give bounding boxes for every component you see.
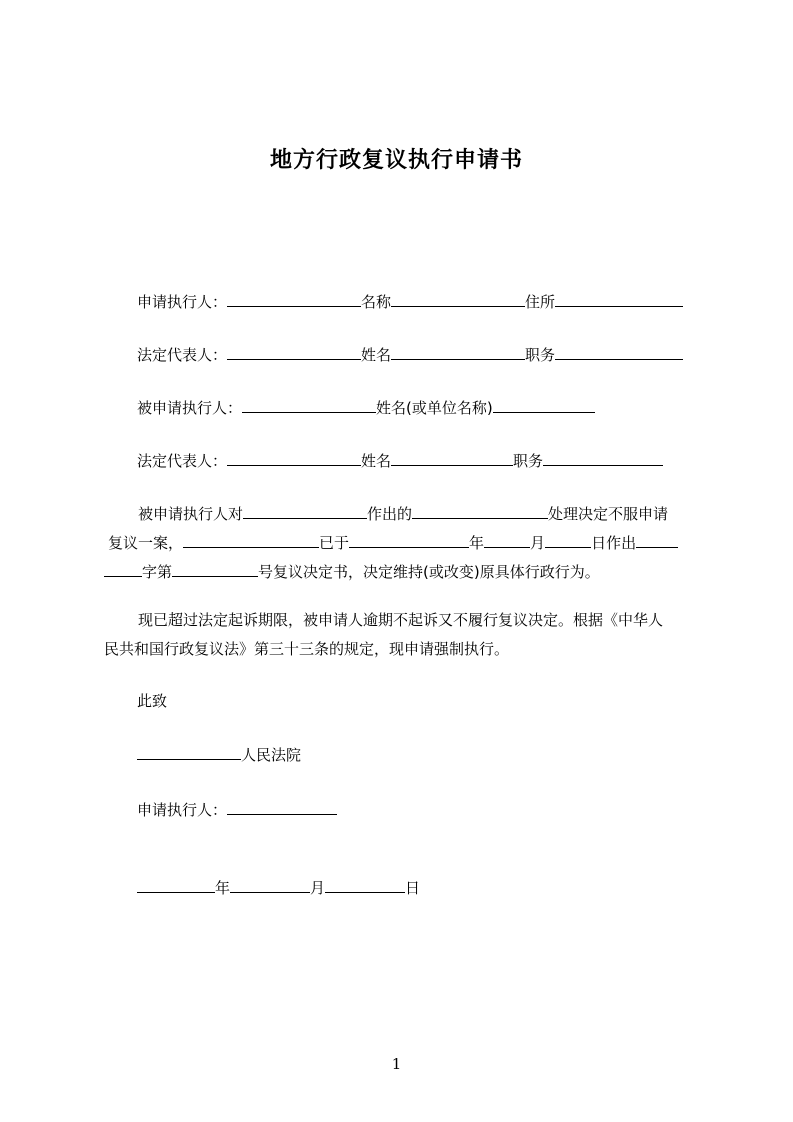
respondent-rep-blank[interactable] xyxy=(227,449,361,466)
respondent-line xyxy=(137,396,595,419)
doc-number-blank[interactable] xyxy=(172,560,258,577)
respondent-rep-position-label: 职务 xyxy=(513,452,544,470)
year-blank[interactable] xyxy=(349,531,469,548)
signature-line xyxy=(137,798,337,821)
respondent-rep-name-label: 姓名 xyxy=(361,452,392,470)
date-year-blank[interactable] xyxy=(137,876,215,893)
case-text: 复议一案， xyxy=(108,534,184,552)
request-paragraph xyxy=(104,606,704,664)
court-line xyxy=(137,743,301,766)
case-text: 字第 xyxy=(142,563,173,581)
case-text: 被申请执行人对 xyxy=(138,505,244,523)
applicant-rep-name-blank[interactable] xyxy=(391,343,525,360)
court-blank[interactable] xyxy=(137,743,241,760)
respondent-name-label: 姓名(或单位名称) xyxy=(376,399,493,417)
respondent-rep-position-blank[interactable] xyxy=(543,449,663,466)
case-line-2 xyxy=(104,529,704,558)
request-line-1: 现已超过法定起诉期限，被申请人逾期不起诉又不履行复议决定。根据《中华人 xyxy=(138,611,664,629)
applicant-address-label: 住所 xyxy=(525,293,556,311)
page-number: 1 xyxy=(391,1055,402,1073)
court-suffix: 人民法院 xyxy=(241,746,302,764)
date-day-label: 日 xyxy=(405,879,421,897)
month-blank[interactable] xyxy=(484,531,530,548)
case-text: 日作出 xyxy=(591,534,637,552)
doc-prefix-blank[interactable] xyxy=(636,531,678,548)
request-line-2: 民共和国行政复议法》第三十三条的规定，现申请强制执行。 xyxy=(104,640,510,658)
decision-blank[interactable] xyxy=(412,502,548,519)
case-text: 月 xyxy=(530,534,546,552)
document-title: 地方行政复议执行申请书 xyxy=(269,148,523,173)
respondent-rep-label: 法定代表人： xyxy=(137,452,228,470)
applicant-rep-blank[interactable] xyxy=(227,343,361,360)
closing: 此致 xyxy=(137,692,168,710)
signature-label: 申请执行人： xyxy=(137,801,228,819)
applicant-blank[interactable] xyxy=(227,290,361,307)
day-blank[interactable] xyxy=(545,531,591,548)
issuer-blank[interactable] xyxy=(243,502,367,519)
date-line xyxy=(137,876,420,899)
review-org-blank[interactable] xyxy=(183,531,319,548)
applicant-rep-position-label: 职务 xyxy=(525,346,556,364)
case-text: 号复议决定书，决定维持(或改变)原具体行政行为。 xyxy=(258,563,600,581)
case-text: 年 xyxy=(469,534,485,552)
signature-blank[interactable] xyxy=(227,798,337,815)
date-year-label: 年 xyxy=(215,879,231,897)
case-text: 作出的 xyxy=(367,505,413,523)
applicant-rep-line xyxy=(137,343,683,366)
respondent-blank[interactable] xyxy=(242,396,376,413)
date-month-blank[interactable] xyxy=(230,876,310,893)
respondent-label: 被申请执行人： xyxy=(137,399,243,417)
respondent-name-blank[interactable] xyxy=(493,396,595,413)
respondent-rep-name-blank[interactable] xyxy=(391,449,513,466)
applicant-name-label: 名称 xyxy=(361,293,392,311)
applicant-address-blank[interactable] xyxy=(555,290,683,307)
date-month-label: 月 xyxy=(310,879,326,897)
applicant-label: 申请执行人： xyxy=(137,293,228,311)
case-text: 处理决定不服申请 xyxy=(548,505,669,523)
respondent-rep-line xyxy=(137,449,663,472)
case-line-1 xyxy=(104,500,704,529)
applicant-rep-name-label: 姓名 xyxy=(361,346,392,364)
applicant-rep-position-blank[interactable] xyxy=(555,343,683,360)
applicant-rep-label: 法定代表人： xyxy=(137,346,228,364)
applicant-line xyxy=(137,290,683,313)
applicant-name-blank[interactable] xyxy=(391,290,525,307)
date-day-blank[interactable] xyxy=(325,876,405,893)
doc-prefix-blank-cont[interactable] xyxy=(104,560,142,577)
case-line-3 xyxy=(104,558,704,587)
case-paragraph xyxy=(104,500,704,587)
case-text: 已于 xyxy=(319,534,350,552)
